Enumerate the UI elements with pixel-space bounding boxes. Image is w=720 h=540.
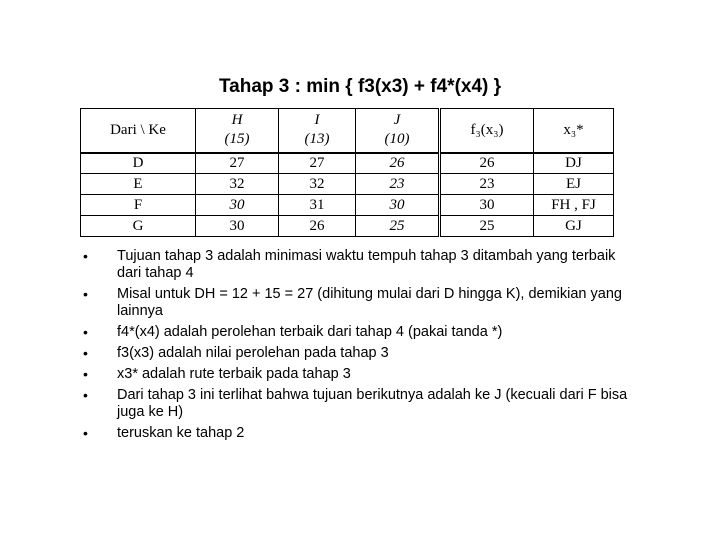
cell-f3: 26: [440, 153, 534, 174]
table-row: [81, 216, 614, 237]
header-col-i-value: (13): [304, 131, 330, 148]
header-col-j: [356, 109, 440, 153]
cell-f3: 23: [440, 174, 534, 195]
bullet-text: Misal untuk DH = 12 + 15 = 27 (dihitung mulai dari D hingga K), demikian yang lainnya: [117, 286, 622, 319]
header-x3: x₃*: [534, 109, 614, 153]
cell-i: 26: [279, 216, 356, 237]
cell-i: 27: [279, 153, 356, 174]
bullet-list: [80, 248, 640, 446]
table-row: [81, 195, 614, 216]
table-header-row: [81, 109, 614, 153]
list-item: [80, 345, 640, 362]
cell-f3: 25: [440, 216, 534, 237]
bullet-text: x3* adalah rute terbaik pada tahap 3: [117, 366, 351, 382]
table-row: [81, 174, 614, 195]
cell-h: 30: [196, 195, 279, 216]
header-corner: Dari \ Ke: [81, 109, 196, 153]
slide-title: Tahap 3 : min { f3(x3) + f4*(x4) }: [218, 76, 502, 97]
cell-x3: DJ: [534, 153, 614, 174]
header-col-h: [196, 109, 279, 153]
header-col-h-value: (15): [224, 131, 250, 148]
stage-3-table: [80, 108, 614, 237]
bullet-icon: •: [83, 345, 88, 361]
cell-x3: EJ: [534, 174, 614, 195]
cell-h: 30: [196, 216, 279, 237]
list-item: [80, 248, 640, 282]
cell-i: 31: [279, 195, 356, 216]
header-col-j-value: (10): [384, 131, 410, 148]
bullet-text: f4*(x4) adalah perolehan terbaik dari tahap 4 (pakai tanda *): [117, 324, 503, 340]
cell-h: 32: [196, 174, 279, 195]
header-col-h-name: H: [231, 112, 243, 129]
bullet-icon: •: [83, 387, 88, 403]
cell-i: 32: [279, 174, 356, 195]
cell-from: G: [81, 216, 196, 237]
cell-h: 27: [196, 153, 279, 174]
list-item: [80, 425, 640, 442]
cell-f3: 30: [440, 195, 534, 216]
cell-x3: FH , FJ: [534, 195, 614, 216]
cell-x3: GJ: [534, 216, 614, 237]
bullet-icon: •: [83, 286, 88, 302]
cell-j: 25: [356, 216, 440, 237]
dp-table: [80, 108, 614, 237]
bullet-text: Dari tahap 3 ini terlihat bahwa tujuan berikutnya adalah ke J (kecuali dari F bisa juga ke H): [117, 387, 628, 420]
cell-j: 23: [356, 174, 440, 195]
cell-j: 26: [356, 153, 440, 174]
bullet-icon: •: [83, 366, 88, 382]
cell-from: F: [81, 195, 196, 216]
bullet-text: teruskan ke tahap 2: [117, 425, 245, 441]
header-col-j-name: J: [393, 112, 401, 129]
bullet-text: Tujuan tahap 3 adalah minimasi waktu tempuh tahap 3 ditambah yang terbaik dari tahap 4: [117, 248, 616, 281]
cell-from: D: [81, 153, 196, 174]
list-item: [80, 324, 640, 341]
list-item: [80, 366, 640, 383]
cell-from: E: [81, 174, 196, 195]
cell-j: 30: [356, 195, 440, 216]
bullet-icon: •: [83, 248, 88, 264]
bullet-icon: •: [83, 425, 88, 441]
header-col-i: [279, 109, 356, 153]
table-row: [81, 153, 614, 174]
header-f3: f₃(x₃): [440, 109, 534, 153]
list-item: [80, 387, 640, 421]
bullet-text: f3(x3) adalah nilai perolehan pada tahap 3: [117, 345, 389, 361]
bullet-icon: •: [83, 324, 88, 340]
list-item: [80, 286, 640, 320]
header-col-i-name: I: [314, 112, 320, 129]
